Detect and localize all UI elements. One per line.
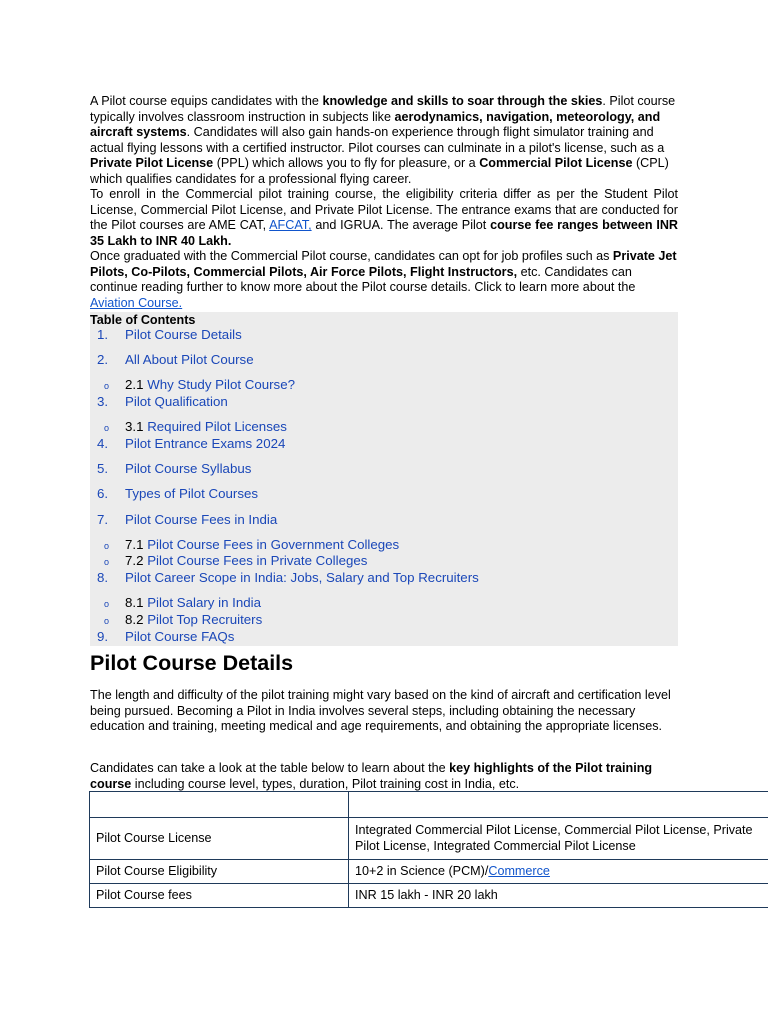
table-cell-key: Pilot Course License <box>90 818 349 860</box>
text: . Pilot course typically involves classroom instruction in subjects like <box>90 94 676 124</box>
toc-link[interactable]: All About Pilot Course <box>125 352 254 367</box>
toc-link[interactable]: Pilot Course Fees in Government Colleges <box>147 537 400 552</box>
bullet-icon: o <box>104 616 110 626</box>
toc-subnumber: 2.1 <box>125 377 148 392</box>
toc-title: Table of Contents <box>90 313 196 327</box>
table-row <box>90 818 768 860</box>
text: and IGRUA. The average Pilot <box>311 218 491 233</box>
text: To enroll in the Commercial pilot training course, the eligibility criteria differ as per the Student Pilot License, Commercial Pilot License, and Private Pilot License. The entrance exams that are conducted for the Pilot courses are AME CAT, <box>90 187 678 233</box>
toc-item-text <box>125 377 295 393</box>
toc-number: 1. <box>97 327 109 342</box>
toc-subnumber: 7.1 <box>125 537 148 552</box>
afcat-link[interactable]: AFCAT, <box>269 218 312 233</box>
bullet-icon: o <box>104 599 110 609</box>
table-cell-value <box>349 792 768 818</box>
table-cell-key: Pilot Course Eligibility <box>90 860 349 884</box>
commerce-link[interactable]: Commerce <box>488 863 550 878</box>
toc-item-text <box>125 553 367 569</box>
toc-link[interactable]: Types of Pilot Courses <box>125 486 259 501</box>
text: etc. Candidates can continue reading further to know more about the Pilot course details. Click to learn more about the <box>90 264 636 295</box>
toc-number: 2. <box>97 352 109 367</box>
bullet-icon: o <box>104 541 110 551</box>
toc-subnumber: 8.2 <box>125 612 148 627</box>
section-paragraph-2 <box>90 761 678 792</box>
text: (CPL) which qualifies candidates for a professional flying career. <box>90 156 669 186</box>
bullet-icon: o <box>104 423 110 433</box>
toc-item-text <box>125 595 261 611</box>
toc-number: 4. <box>97 436 109 451</box>
text: 10+2 in Science (PCM)/ <box>355 863 489 878</box>
section-heading: Pilot Course Details <box>90 651 294 675</box>
toc-link[interactable]: Pilot Qualification <box>125 394 228 409</box>
toc-number: 6. <box>97 486 109 501</box>
toc-subnumber: 8.1 <box>125 595 148 610</box>
bold-text: Private Jet Pilots, Co-Pilots, Commercial Pilots, Air Force Pilots, Flight Instructors, <box>90 249 677 279</box>
table-cell-value: INR 15 lakh - INR 20 lakh <box>349 884 768 908</box>
toc-link[interactable]: Pilot Course FAQs <box>125 629 235 644</box>
toc-link[interactable]: Pilot Top Recruiters <box>147 612 263 627</box>
intro-paragraph-1 <box>90 94 678 188</box>
toc-link[interactable]: Pilot Course Syllabus <box>125 461 252 476</box>
toc-number: 8. <box>97 570 109 585</box>
toc-item-text <box>125 537 399 553</box>
toc-link[interactable]: Pilot Entrance Exams 2024 <box>125 436 286 451</box>
toc-link[interactable]: Pilot Career Scope in India: Jobs, Salary and Top Recruiters <box>125 570 479 585</box>
section-paragraph-1: The length and difficulty of the pilot training might vary based on the kind of aircraft and certification level being pursued. Becoming a Pilot in India involves several steps, including obtaining the necessary education and training, meeting medical and age requirements, and obtaining the appropriate licenses. <box>90 688 671 734</box>
highlights-table <box>89 791 768 908</box>
text: including course level, types, duration, Pilot training cost in India, etc. <box>131 776 520 791</box>
toc-subnumber: 7.2 <box>125 553 148 568</box>
table-of-contents <box>90 312 678 646</box>
bold-text: Commercial Pilot License <box>479 156 633 171</box>
toc-link[interactable]: Pilot Course Details <box>125 327 242 342</box>
intro-paragraph-3 <box>90 249 678 311</box>
table-row <box>90 860 768 884</box>
table-row <box>90 884 768 908</box>
table-cell-value: Integrated Commercial Pilot License, Commercial Pilot License, Private Pilot License, Integrated Commercial Pilot License <box>349 818 768 860</box>
text: Once graduated with the Commercial Pilot course, candidates can opt for job profiles such as <box>90 249 613 263</box>
text: Candidates can take a look at the table below to learn about the <box>90 761 450 775</box>
toc-link[interactable]: Pilot Course Fees in Private Colleges <box>147 553 368 568</box>
table-row <box>90 792 768 818</box>
aviation-course-link[interactable]: Aviation Course. <box>90 295 183 310</box>
bullet-icon: o <box>104 381 110 391</box>
bold-text: Private Pilot License <box>90 156 214 171</box>
toc-number: 5. <box>97 461 109 476</box>
toc-item-text <box>125 612 262 628</box>
toc-number: 9. <box>97 629 109 644</box>
toc-number: 3. <box>97 394 109 409</box>
bullet-icon: o <box>104 557 110 567</box>
text: (PPL) which allows you to fly for pleasure, or a <box>213 156 480 171</box>
table-cell-key: Pilot Course fees <box>90 884 349 908</box>
toc-item-text <box>125 419 287 435</box>
table-cell-key <box>90 792 349 818</box>
toc-subnumber: 3.1 <box>125 419 148 434</box>
bold-text: key highlights of the Pilot training course <box>90 761 653 791</box>
toc-link[interactable]: Why Study Pilot Course? <box>147 377 295 392</box>
toc-link[interactable]: Pilot Course Fees in India <box>125 512 278 527</box>
toc-link[interactable]: Required Pilot Licenses <box>147 419 287 434</box>
intro-paragraph-2 <box>90 187 678 249</box>
bold-text: aerodynamics, navigation, meteorology, and aircraft systems <box>90 109 661 140</box>
text: A Pilot course equips candidates with the <box>90 94 323 108</box>
bold-text: knowledge and skills to soar through the skies <box>322 94 603 108</box>
table-cell-value <box>349 860 768 884</box>
bold-text: course fee ranges between INR 35 Lakh to INR 40 Lakh. <box>90 218 679 248</box>
toc-number: 7. <box>97 512 109 527</box>
text: . Candidates will also gain hands-on experience through flight simulator training and actual flying lessons with a certified instructor. Pilot courses can culminate in a pilot's license, such as a <box>90 125 665 155</box>
toc-link[interactable]: Pilot Salary in India <box>147 595 262 610</box>
